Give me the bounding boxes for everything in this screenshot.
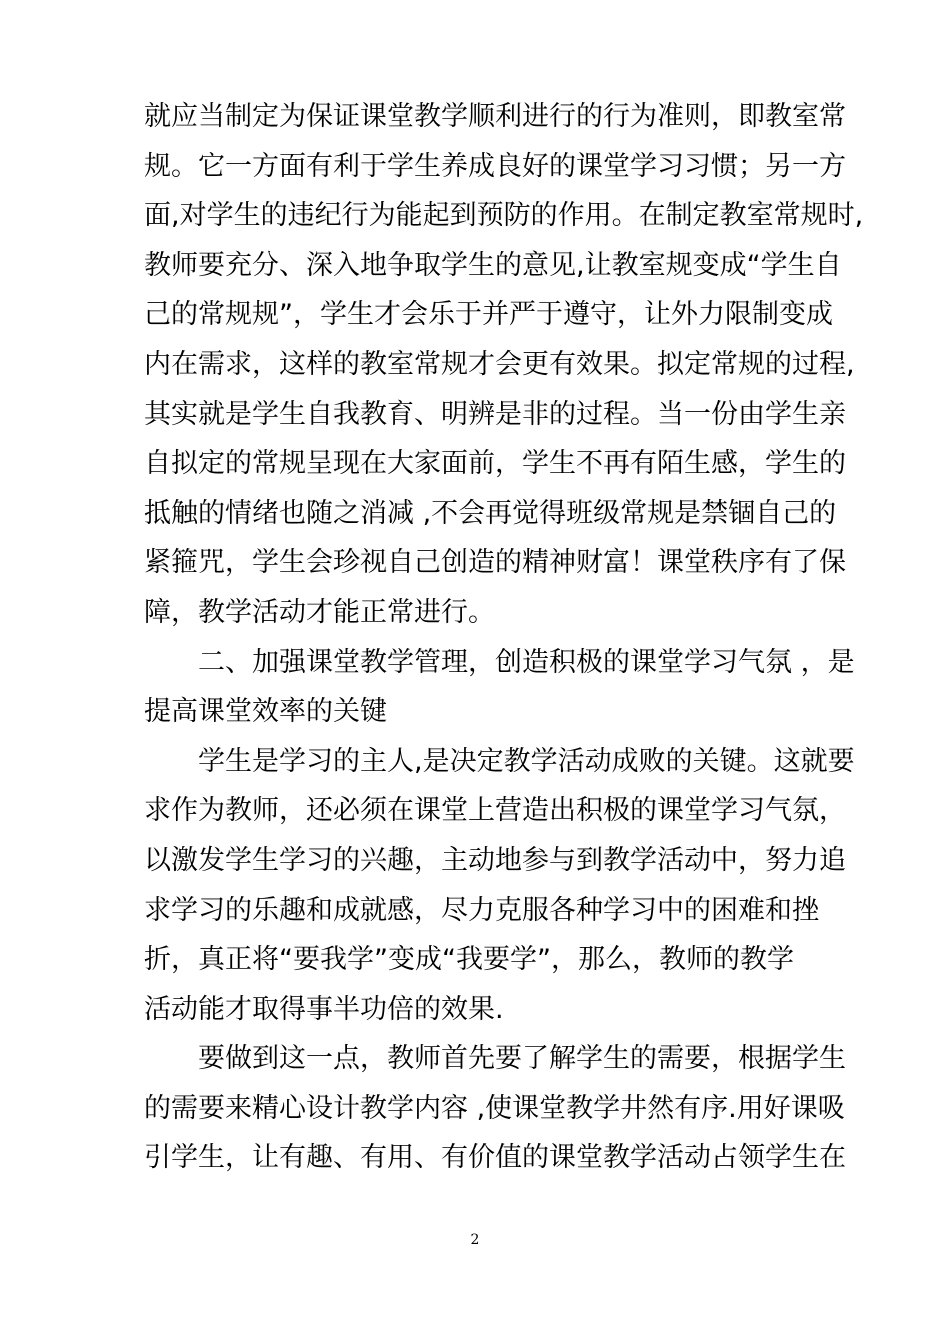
text-line: 的需要来精心设计教学内容 ,使课堂教学井然有序.用好课吸 — [144, 1092, 845, 1124]
text-line: 教师要充分、深入地争取学生的意见,让教室规变成“学生自 — [144, 249, 842, 281]
page-number: 2 — [470, 1232, 480, 1248]
text-line: 规。它一方面有利于学生养成良好的课堂学习习惯；另一方 — [144, 150, 846, 182]
section-heading-line: 二、加强课堂教学管理，创造积极的课堂学习气氛 ，是 — [198, 646, 855, 678]
text-line: 求学习的乐趣和成就感，尽力克服各种学习中的困难和挫 — [144, 894, 819, 926]
text-line: 以激发学生学习的兴趣，主动地参与到教学活动中，努力追 — [144, 844, 846, 876]
section-heading-line: 提高课堂效率的关键 — [144, 696, 387, 728]
text-line: 其实就是学生自我教育、明辨是非的过程。当一份由学生亲 — [144, 398, 846, 430]
text-line: 活动能才取得事半功倍的效果. — [144, 993, 504, 1025]
text-line: 己的常规规”，学生才会乐于并严于遵守，让外力限制变成 — [144, 299, 833, 331]
text-line: 抵触的情绪也随之消减 ,不会再觉得班级常规是禁锢自己的 — [144, 497, 837, 529]
text-line: 面,对学生的违纪行为能起到预防的作用。在制定教室常规时, — [144, 200, 864, 232]
text-line: 折，真正将“要我学”变成“我要学”，那么，教师的教学 — [144, 944, 794, 976]
text-line: 紧箍咒，学生会珍视自己创造的精神财富！课堂秩序有了保 — [144, 547, 846, 579]
body-text — [144, 92, 864, 1183]
text-line: 要做到这一点，教师首先要了解学生的需要，根据学生 — [198, 1043, 846, 1075]
text-line: 障，教学活动才能正常进行。 — [144, 596, 495, 628]
text-line: 引学生，让有趣、有用、有价值的课堂教学活动占领学生在 — [144, 1142, 846, 1174]
text-line: 就应当制定为保证课堂教学顺利进行的行为准则，即教室常 — [144, 101, 846, 132]
text-line: 自拟定的常规呈现在大家面前，学生不再有陌生感，学生的 — [144, 448, 846, 480]
text-line: 内在需求，这样的教室常规才会更有效果。拟定常规的过程, — [144, 348, 855, 380]
text-line: 学生是学习的主人,是决定教学活动成败的关键。这就要 — [198, 745, 855, 777]
text-line: 求作为教师，还必须在课堂上营造出积极的课堂学习气氛， — [144, 795, 846, 827]
